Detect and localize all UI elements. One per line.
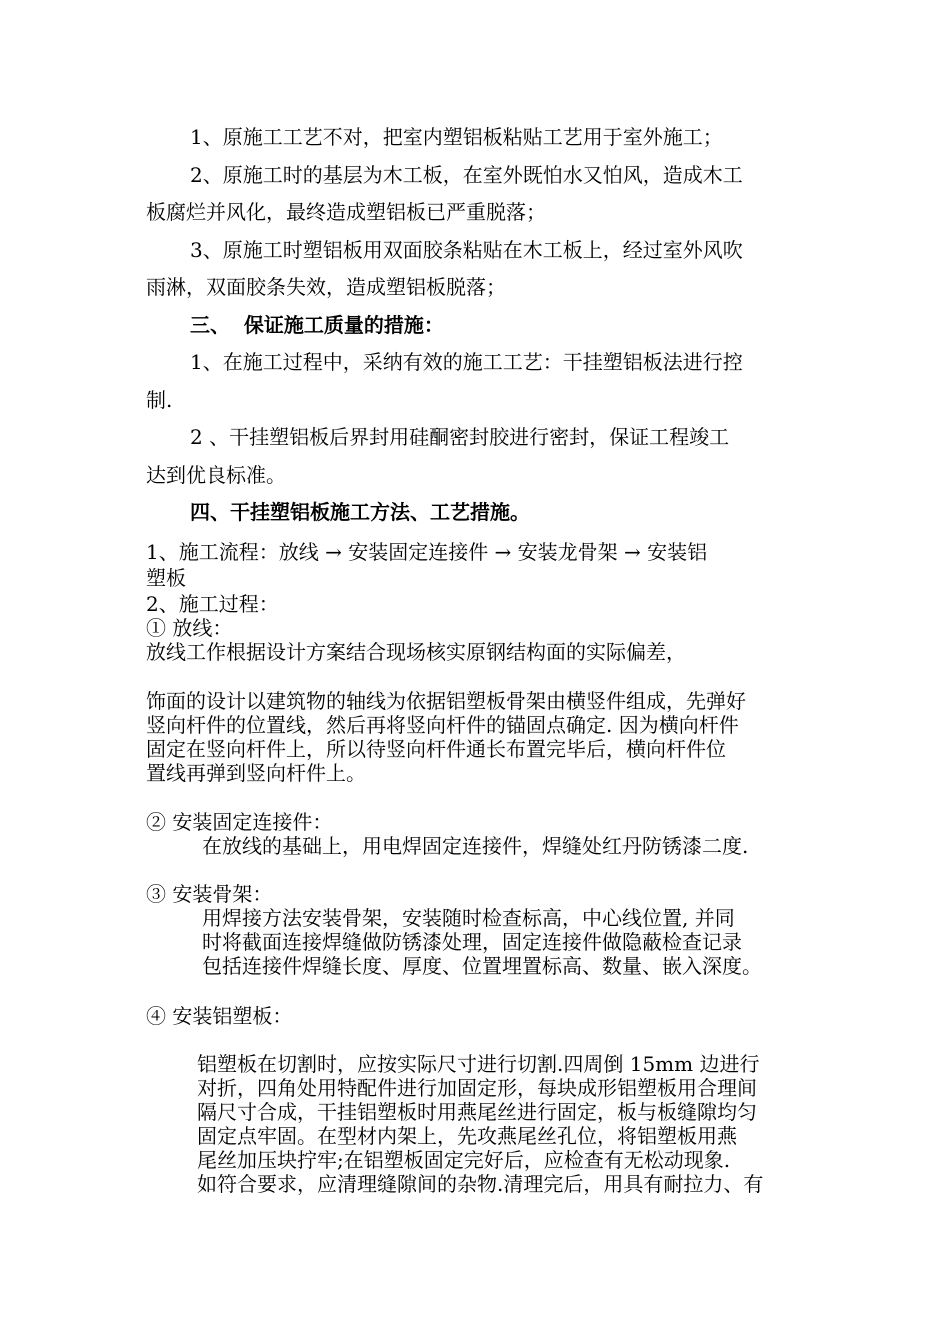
text-line: 放线工作根据设计方案结合现场核实原钢结构面的实际偏差， bbox=[146, 640, 686, 664]
subheading: ② 安装固定连接件： bbox=[146, 810, 333, 834]
text-line: 如符合要求，应清理缝隙间的杂物.清理完后，用具有耐拉力、有 bbox=[197, 1172, 764, 1196]
text-line: 1、原施工工艺不对，把室内塑铝板粘贴工艺用于室外施工； bbox=[190, 125, 723, 149]
text-line: 竖向杆件的位置线，然后再将竖向杆件的锚固点确定. 因为横向杆件 bbox=[146, 713, 739, 737]
text-line: 用焊接方法安装骨架，安装随时检查标高，中心线位置, 并同 bbox=[202, 906, 735, 930]
text-line: 对折，四角处用特配件进行加固定形，每块成形铝塑板用合理间 bbox=[197, 1076, 757, 1100]
text-line: 制. bbox=[146, 388, 173, 412]
text-line: 铝塑板在切割时，应按实际尺寸进行切割.四周倒 15mm 边进行 bbox=[197, 1052, 760, 1076]
text-line: 2、施工过程： bbox=[146, 592, 279, 616]
text-line: 2、原施工时的基层为木工板，在室外既怕水又怕风，造成木工 bbox=[190, 163, 743, 187]
text-line: 时将截面连接焊缝做防锈漆处理，固定连接件做隐蔽检查记录 bbox=[202, 930, 742, 954]
text-line: 达到优良标准。 bbox=[146, 463, 286, 487]
section-heading: 三、 保证施工质量的措施： bbox=[190, 313, 444, 337]
subheading: ① 放线： bbox=[146, 616, 233, 640]
text-line: 置线再弹到竖向杆件上。 bbox=[146, 761, 366, 785]
text-line: 在放线的基础上，用电焊固定连接件，焊缝处红丹防锈漆二度. bbox=[202, 834, 749, 858]
text-line: 1、在施工过程中，采纳有效的施工工艺：干挂塑铝板法进行控 bbox=[190, 350, 743, 374]
text-line: 固定点牢固。在型材内架上，先攻燕尾丝孔位，将铝塑板用燕 bbox=[197, 1124, 737, 1148]
subheading: ③ 安装骨架： bbox=[146, 882, 273, 906]
text-line: 3、原施工时塑铝板用双面胶条粘贴在木工板上，经过室外风吹 bbox=[190, 238, 743, 262]
text-line: 雨淋，双面胶条失效，造成塑铝板脱落； bbox=[146, 275, 506, 299]
text-line: 固定在竖向杆件上，所以待竖向杆件通长布置完毕后，横向杆件位 bbox=[146, 737, 726, 761]
text-line: 隔尺寸合成，干挂铝塑板时用燕尾丝进行固定，板与板缝隙均匀 bbox=[197, 1100, 757, 1124]
subheading: ④ 安装铝塑板： bbox=[146, 1004, 293, 1028]
text-line: 塑板 bbox=[146, 566, 186, 590]
text-line: 2 、干挂塑铝板后界封用硅酮密封胶进行密封，保证工程竣工 bbox=[190, 425, 730, 449]
text-line: 板腐烂并风化，最终造成塑铝板已严重脱落； bbox=[146, 200, 546, 224]
section-heading: 四、干挂塑铝板施工方法、工艺措施。 bbox=[190, 500, 530, 524]
text-line: 包括连接件焊缝长度、厚度、位置埋置标高、数量、嵌入深度。 bbox=[202, 954, 762, 978]
text-line: 尾丝加压块拧牢;在铝塑板固定完好后，应检查有无松动现象. bbox=[197, 1148, 731, 1172]
text-line: 1、施工流程：放线 → 安装固定连接件 → 安装龙骨架 → 安装铝 bbox=[146, 540, 708, 564]
text-line: 饰面的设计以建筑物的轴线为依据铝塑板骨架由横竖件组成，先弹好 bbox=[146, 689, 746, 713]
